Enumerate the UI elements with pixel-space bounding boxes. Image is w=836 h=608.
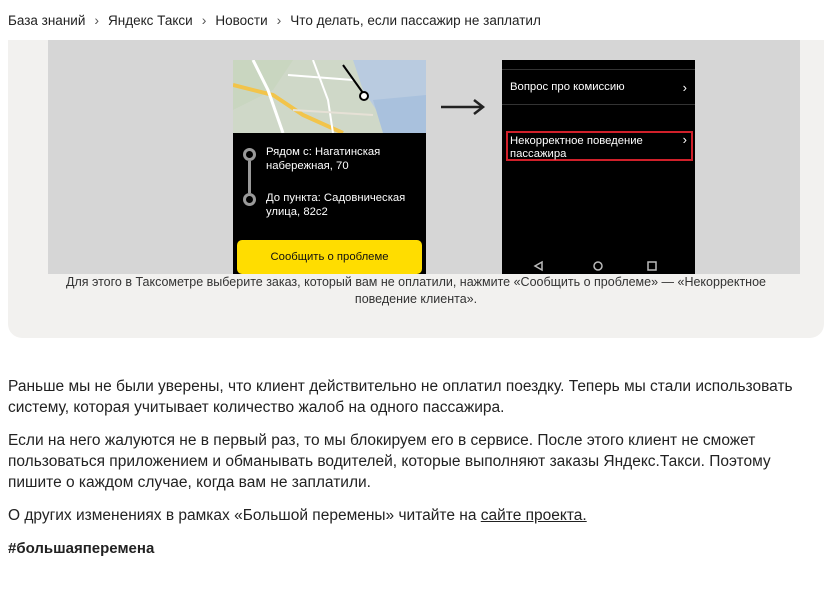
article-paragraph: Если на него жалуются не в первый раз, то мы блокируем его в сервисе. После этого клиент не сможет пользоваться приложением и обманывать водителей, которые выполняют заказы Яндекс.Такси. Поэтому пишите о каждом случае, когда вам не заплатили. <box>8 432 771 491</box>
android-nav-bar <box>502 257 695 274</box>
article-paragraph: Раньше мы не были уверены, что клиент действительно не оплатил поездку. Теперь мы стали использовать систему, которая учитывает количество жалоб на одного пассажира. <box>8 378 793 416</box>
breadcrumb-news[interactable]: Новости <box>215 12 268 28</box>
route-panel <box>233 133 426 274</box>
article-text: О других изменениях в рамках «Большой перемены» читайте на <box>8 507 481 524</box>
route-end-icon <box>243 193 256 206</box>
route-start-icon <box>243 148 256 161</box>
breadcrumb <box>0 0 836 40</box>
article-paragraph <box>8 505 823 526</box>
hashtag: #большаяперемена <box>8 540 155 557</box>
project-site-link[interactable]: сайте проекта. <box>480 507 587 524</box>
menu-item-behavior-label: Некорректное поведение пассажира <box>510 135 643 160</box>
menu-divider <box>502 104 695 105</box>
arrow-right-icon <box>441 98 486 116</box>
menu-divider <box>502 69 695 70</box>
breadcrumb-current-page: Что делать, если пассажир не заплатил <box>290 12 541 28</box>
route-from-label: Рядом с: Нагатинская набережная, 70 <box>266 146 381 172</box>
menu-item-incorrect-behavior[interactable] <box>502 132 695 161</box>
chevron-right-icon: › <box>682 132 687 147</box>
breadcrumb-separator-icon: › <box>94 12 100 28</box>
route-to-label: До пункта: Садовническая улица, 82с2 <box>266 192 406 218</box>
illustration-card <box>8 20 824 338</box>
breadcrumb-yandex-taxi[interactable]: Яндекс Такси <box>108 12 193 28</box>
illustration <box>48 40 800 274</box>
chevron-right-icon: › <box>682 80 687 95</box>
map-image <box>233 60 426 133</box>
report-problem-button[interactable]: Сообщить о проблеме <box>237 240 422 274</box>
menu-item-commission-label: Вопрос про комиссию <box>510 81 625 93</box>
menu-item-commission[interactable] <box>502 81 695 94</box>
illustration-caption: Для этого в Таксометре выберите заказ, который вам не оплатили, нажмите «Сообщить о проблеме» — «Некорректное поведение клиента». <box>65 275 766 306</box>
article-body <box>8 376 823 571</box>
breadcrumb-separator-icon: › <box>201 12 207 28</box>
route-line <box>248 161 251 193</box>
breadcrumb-separator-icon: › <box>276 12 282 28</box>
phone-screen-order <box>233 60 426 274</box>
breadcrumb-knowledge-base[interactable]: База знаний <box>8 12 86 28</box>
phone-screen-menu <box>502 60 695 274</box>
